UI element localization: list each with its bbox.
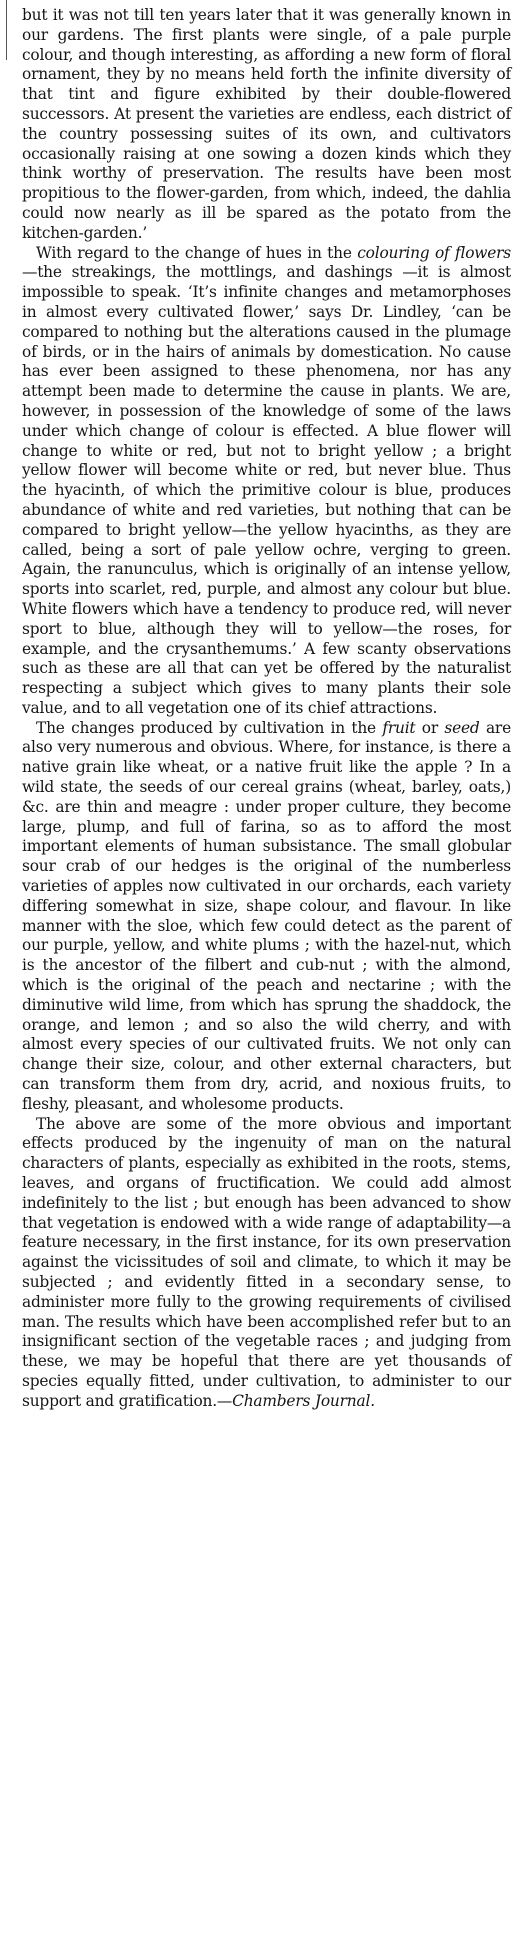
paragraph-conclusion <box>22 1115 511 1412</box>
italic-phrase: colouring of flowers <box>357 243 512 262</box>
paragraph-fruit-seed <box>22 719 511 1115</box>
paragraph-text: but it was not till ten years later that it was generally known in our gardens. The first plants were single, of a pale purple colour, and though interesting, as affording a new form of floral ornament, they by no means held forth the infinite diversity of that tint and figure exhibited by their double-flowered successors. At present the varieties are endless, each district of the country possessing suites of its own, and cultivators occasionally raising at one sowing a dozen kinds which they think worthy of preservation. The results have been most propitious to the flower-garden, from which, indeed, the dahlia could now nearly as ill be spared as the potato from the kitchen-garden.’ <box>22 6 511 242</box>
paragraph-text: are also very numerous and obvious. Where, for instance, is there a native grain like wheat, or a native fruit like the apple ? In a wild state, the seeds of our cereal grains (wheat, barley, oats,) &c. are thin and meagre : under proper culture, they become large, plump, and full of farina, so as to afford the most important elements of human subsistance. The small globular sour crab of our hedges is the original of the numberless varieties of apples now cultivated in our orchards, each variety differing somewhat in size, shape colour, and flavour. In like manner with the sloe, which few could detect as the parent of our purple, yellow, and white plums ; with the hazel-nut, which is the ancestor of the filbert and cub-nut ; with the almond, which is the original of the peach and nectarine ; with the diminutive wild lime, from which has sprung the shaddock, the orange, and lemon ; and so also the wild cherry, and with almost every species of our cultivated fruits. We not only can change their size, colour, and other external characters, but can transform them from dry, acrid, and noxious fruits, to fleshy, pleasant, and wholesome products. <box>22 718 511 1113</box>
column-rule <box>6 0 7 60</box>
italic-phrase: seed <box>444 718 480 737</box>
paragraph-text: With regard to the change of hues in the <box>36 243 358 262</box>
paragraph-colouring <box>22 244 511 719</box>
article-column <box>22 6 511 1412</box>
source-attribution: Chambers Journal. <box>232 1391 375 1410</box>
paragraph-text: —the streakings, the mottlings, and dashings —it is almost impossible to speak. ‘It’s infinite changes and metamorphoses in almost every cultivated flower,’ says Dr. Lindley, ‘can be compared to nothing but the alterations caused in the plumage of birds, or in the hairs of animals by domestication. No cause has ever been assigned to these phenomena, nor has any attempt been made to determine the cause in plants. We are, however, in possession of the knowledge of some of the laws under which change of colour is effected. A blue flower will change to white or red, but not to bright yellow ; a bright yellow flower will become white or red, but never blue. Thus the hyacinth, of which the primitive colour is blue, produces abundance of white and red varieties, but nothing that can be compared to bright yellow—the yellow hyacinths, as they are called, being a sort of pale yellow ochre, verging to green. Again, the ranunculus, which is originally of an intense yellow, sports into scarlet, red, purple, and almost any colour but blue. White flowers which have a tendency to produce red, will never sport to blue, although they will to yellow—the roses, for example, and the crysanthemums.’ A few scanty observations such as these are all that can yet be offered by the naturalist respecting a subject which gives to many plants their sole value, and to all vegetation one of its chief attractions. <box>22 263 511 717</box>
paragraph-dahlia <box>22 6 511 244</box>
paragraph-text: The above are some of the more obvious and important effects produced by the ingenuity of man on the natural characters of plants, especially as exhibited in the roots, stems, leaves, and organs of fructification. We could add almost indefinitely to the list ; but enough has been advanced to show that vegetation is endowed with a wide range of adaptability—a feature necessary, in the first instance, for its own preservation against the vicissitudes of soil and climate, to which it may be subjected ; and evidently fitted in a secondary sense, to administer more fully to the growing requirements of civilised man. The results which have been accomplished refer but to an insignificant section of the vegetable races ; and judging from these, we may be hopeful that there are yet thousands of species equally fitted, under cultivation, to administer to our support and gratification.— <box>22 1114 511 1410</box>
paragraph-text: The changes produced by cultivation in the <box>36 718 383 737</box>
paragraph-text: or <box>415 718 445 737</box>
italic-phrase: fruit <box>382 718 416 737</box>
